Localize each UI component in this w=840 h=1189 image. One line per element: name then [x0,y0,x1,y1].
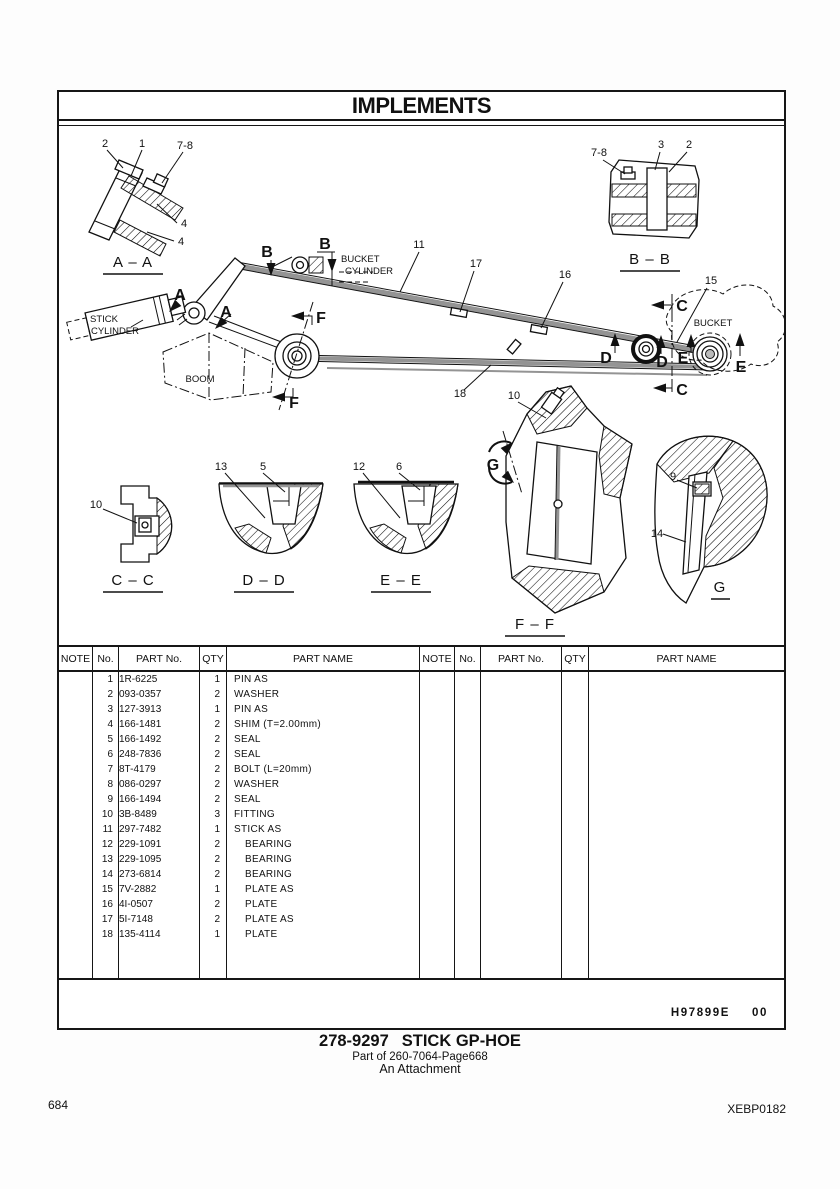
page-title: IMPLEMENTS [351,92,492,118]
callout-bb-2: 2 [685,139,693,151]
cell-name [227,942,420,978]
cell-part-no [481,792,562,807]
cell-part-no: 135-4114 [119,927,200,942]
cell-qty: 1 [200,702,227,717]
callout-aa-7-8: 7-8 [177,140,193,152]
cell-name [589,912,784,927]
cell-note [420,777,455,792]
callout-15: 15 [704,275,718,287]
page-frame [57,90,786,1030]
cell-no [455,837,481,852]
title-band [59,92,784,121]
cell-no [455,927,481,942]
cell-no [455,897,481,912]
label-boom: BOOM [185,374,215,385]
cell-no: 7 [93,762,119,777]
cell-qty: 2 [200,732,227,747]
cell-part-no: 8T-4179 [119,762,200,777]
cell-part-no [481,837,562,852]
cell-name [589,867,784,882]
cell-part-no [481,822,562,837]
label-bucket-cylinder-2: CYLINDER [345,266,394,277]
parts-diagram [59,126,784,646]
section-title-cc: C – C [111,572,155,589]
cell-part-no [481,912,562,927]
cell-no: 13 [93,852,119,867]
section-letter-e2: E [735,359,747,376]
cell-part-no: 093-0357 [119,687,200,702]
cell-part-no [481,942,562,978]
cell-part-no: 166-1494 [119,792,200,807]
cell-no [455,912,481,927]
cell-qty [562,942,589,978]
document-code [671,1007,768,1019]
cell-name: FITTING [227,807,420,822]
cell-note [59,807,93,822]
cell-note [420,897,455,912]
section-title-ee: E – E [380,572,422,589]
cell-note [59,927,93,942]
col-qty-2: QTY [562,647,589,670]
cell-note [59,777,93,792]
assembly-part-name: STICK GP-HOE [401,1032,521,1050]
cell-no [455,717,481,732]
cell-note [420,912,455,927]
cell-note [420,837,455,852]
cell-name [589,792,784,807]
cell-part-no: 297-7482 [119,822,200,837]
cell-name [589,762,784,777]
cell-qty [200,942,227,978]
doc-revision: 00 [752,1007,768,1019]
section-view-cc [90,486,172,592]
callout-ff-10: 10 [507,390,521,402]
col-part-no-2: PART No. [481,647,562,670]
cell-note [59,822,93,837]
cell-qty: 1 [200,927,227,942]
section-title-dd: D – D [242,572,286,589]
cell-no [455,822,481,837]
cell-note [59,837,93,852]
section-title-g: G [713,579,727,596]
doc-code-value: H97899E [670,1007,730,1019]
callout-aa-2: 2 [101,138,109,150]
callout-18: 18 [453,388,467,400]
cell-note [420,822,455,837]
section-letter-g1: G [486,457,500,474]
cell-name: BEARING [227,837,420,852]
section-letter-a2: A [220,304,232,321]
cell-no: 11 [93,822,119,837]
cell-part-no [481,717,562,732]
section-letter-a1: A [174,287,186,304]
cell-no [455,882,481,897]
section-view-dd [215,461,323,592]
cell-no [455,807,481,822]
cell-name [589,672,784,687]
cell-no: 18 [93,927,119,942]
cell-qty [562,927,589,942]
cell-name: BEARING [227,867,420,882]
cell-name [589,852,784,867]
cell-no: 4 [93,717,119,732]
cell-qty [562,702,589,717]
cell-note [420,927,455,942]
cell-part-no: 229-1095 [119,852,200,867]
cell-no [455,747,481,762]
cell-note [420,942,455,978]
cell-part-no: 273-6814 [119,867,200,882]
cell-name [589,687,784,702]
cell-part-no: 127-3913 [119,702,200,717]
col-part-name: PART NAME [227,647,420,670]
callout-bb-3: 3 [657,139,665,151]
cell-part-no: 166-1481 [119,717,200,732]
cell-note [420,852,455,867]
plate-16 [530,325,547,335]
cell-name: PLATE AS [227,882,420,897]
cell-name: WASHER [227,777,420,792]
cell-no: 17 [93,912,119,927]
cell-no [455,852,481,867]
cell-name [589,897,784,912]
cell-note [59,942,93,978]
cell-no: 12 [93,837,119,852]
section-view-ee [353,461,458,592]
cell-qty [562,672,589,687]
cell-note [59,867,93,882]
cell-qty: 2 [200,687,227,702]
col-note: NOTE [59,647,93,670]
cell-note [420,717,455,732]
boom-outline [163,333,273,400]
cell-note [420,807,455,822]
cell-qty: 3 [200,807,227,822]
section-letter-c1: C [676,298,688,315]
cell-note [59,732,93,747]
cell-note [420,672,455,687]
cell-no [455,702,481,717]
cell-part-no: 7V-2882 [119,882,200,897]
cell-name [589,777,784,792]
cell-note [420,792,455,807]
cell-note [59,747,93,762]
callout-11: 11 [413,239,425,251]
cell-note [59,672,93,687]
cell-qty: 2 [200,777,227,792]
cell-qty: 2 [200,837,227,852]
label-stick-cylinder-2: CYLINDER [90,326,140,337]
cell-qty: 1 [200,882,227,897]
cell-note [420,687,455,702]
cell-part-no [481,927,562,942]
cell-qty: 2 [200,867,227,882]
cell-no: 1 [93,672,119,687]
cell-no: 8 [93,777,119,792]
col-qty: QTY [200,647,227,670]
cell-qty [562,717,589,732]
section-title-bb: B – B [629,251,671,268]
cell-part-no [481,702,562,717]
col-note-2: NOTE [420,647,455,670]
cell-qty [562,867,589,882]
cell-no [455,687,481,702]
col-no: No. [93,647,119,670]
page-number: 684 [48,1098,69,1112]
cell-no: 14 [93,867,119,882]
cell-name: SEAL [227,792,420,807]
callout-dd-13: 13 [214,461,228,473]
cell-no [455,672,481,687]
col-part-no: PART No. [119,647,200,670]
cell-name: PLATE AS [227,912,420,927]
cell-note [59,762,93,777]
cell-note [420,882,455,897]
cell-qty: 2 [200,897,227,912]
section-view-ff [487,386,632,636]
section-view-aa [89,138,193,274]
cell-name [589,822,784,837]
cell-note [59,882,93,897]
cell-part-no: 3B-8489 [119,807,200,822]
cell-note [59,852,93,867]
callout-17: 17 [469,258,483,270]
cell-qty [562,762,589,777]
cell-note [59,687,93,702]
cell-no [455,777,481,792]
cell-qty: 2 [200,792,227,807]
callout-bb-7-8: 7-8 [591,147,607,159]
cell-qty [562,777,589,792]
cell-no: 15 [93,882,119,897]
cell-part-no [481,897,562,912]
footer-strip [59,978,784,1028]
section-view-g [651,436,767,603]
cell-qty: 1 [200,822,227,837]
cell-qty [562,747,589,762]
cell-note [420,732,455,747]
callout-g-9: 9 [669,471,677,483]
callout-aa-1: 1 [138,138,146,150]
cell-name [589,732,784,747]
cell-part-no: 5I-7148 [119,912,200,927]
section-letter-e1: E [677,350,689,367]
cell-name [589,702,784,717]
cell-name: PIN AS [227,702,420,717]
cell-qty: 2 [200,912,227,927]
cell-part-no: 086-0297 [119,777,200,792]
cell-note [420,867,455,882]
callout-16: 16 [558,269,572,281]
cell-note [59,702,93,717]
section-title-aa: A – A [112,254,154,271]
cell-qty [562,837,589,852]
label-stick-cylinder-1: STICK [90,314,118,325]
cell-no: 16 [93,897,119,912]
cell-part-no: 1R-6225 [119,672,200,687]
cell-qty [562,882,589,897]
cell-part-no [481,852,562,867]
cell-part-no: 248-7836 [119,747,200,762]
cell-note [59,897,93,912]
parts-table-body [59,672,784,978]
cell-note [420,702,455,717]
cell-name [589,882,784,897]
callout-dd-5: 5 [259,461,267,473]
col-no-2: No. [455,647,481,670]
cell-no [455,762,481,777]
cell-name: BOLT (L=20mm) [227,762,420,777]
cell-qty [562,687,589,702]
cell-name: PLATE [227,927,420,942]
stick-assembly [66,236,784,412]
cell-part-no [481,687,562,702]
section-letter-d2: D [656,354,668,371]
callout-g-14: 14 [650,528,664,540]
cell-part-no [481,732,562,747]
cell-name [589,807,784,822]
cell-no [455,732,481,747]
cell-name: PLATE [227,897,420,912]
cell-no [455,792,481,807]
cell-no [93,942,119,978]
assembly-part-number: 278-9297 [319,1032,389,1050]
cell-part-no: 229-1091 [119,837,200,852]
cell-name [589,717,784,732]
cell-no [455,867,481,882]
cell-note [420,747,455,762]
section-letter-b2: B [319,236,331,253]
cell-no: 3 [93,702,119,717]
callout-aa-4b: 4 [177,236,185,248]
section-letter-c2: C [676,382,688,399]
cell-name: WASHER [227,687,420,702]
cell-qty [562,732,589,747]
pivot-boss-e [689,333,731,375]
cell-no: 9 [93,792,119,807]
cell-qty [562,897,589,912]
cell-part-no: 4I-0507 [119,897,200,912]
cell-no: 5 [93,732,119,747]
label-bucket-cylinder-1: BUCKET [341,254,380,265]
cell-no: 6 [93,747,119,762]
section-title-ff: F – F [514,616,556,633]
cell-qty: 2 [200,747,227,762]
cell-part-no [481,807,562,822]
cell-part-no [119,942,200,978]
cell-name: STICK AS [227,822,420,837]
section-letter-f2: F [289,395,299,412]
cell-qty [562,852,589,867]
label-bucket: BUCKET [693,318,733,329]
attachment-note: An Attachment [379,1062,461,1076]
cell-no [455,942,481,978]
cell-part-no [481,672,562,687]
callout-ee-6: 6 [395,461,403,473]
callout-ee-12: 12 [352,461,366,473]
cell-note [59,792,93,807]
callout-cc-10: 10 [89,499,103,511]
cell-part-no: 166-1492 [119,732,200,747]
cell-part-no [481,747,562,762]
cell-note [420,762,455,777]
cell-qty [562,807,589,822]
section-view-bb [591,139,699,271]
cell-no: 10 [93,807,119,822]
section-letter-f1: F [316,310,326,327]
pivot-boss-d [633,336,659,362]
cell-qty [562,912,589,927]
cell-qty: 2 [200,762,227,777]
cell-part-no [481,867,562,882]
cell-no: 2 [93,687,119,702]
cell-part-no [481,762,562,777]
cell-qty [562,822,589,837]
part-of-line: Part of 260-7064-Page668 [352,1051,488,1063]
cell-name [589,927,784,942]
cell-name [589,942,784,978]
cell-name: SEAL [227,747,420,762]
cell-part-no [481,777,562,792]
cell-qty: 1 [200,672,227,687]
cell-qty [562,792,589,807]
cell-part-no [481,882,562,897]
parts-table-header [59,645,784,672]
callout-aa-4a: 4 [180,218,188,230]
cell-note [59,717,93,732]
media-code: XEBP0182 [727,1102,786,1116]
cell-name: SEAL [227,732,420,747]
section-letter-b1: B [261,244,273,261]
cell-name: SHIM (T=2.00mm) [227,717,420,732]
cell-name [589,837,784,852]
col-part-name-2: PART NAME [656,652,717,665]
cell-note [59,912,93,927]
cell-qty: 2 [200,852,227,867]
cell-name: PIN AS [227,672,420,687]
cell-name: BEARING [227,852,420,867]
cell-qty: 2 [200,717,227,732]
cell-name [589,747,784,762]
assembly-title-line [0,1032,840,1051]
section-letter-d1: D [600,350,612,367]
